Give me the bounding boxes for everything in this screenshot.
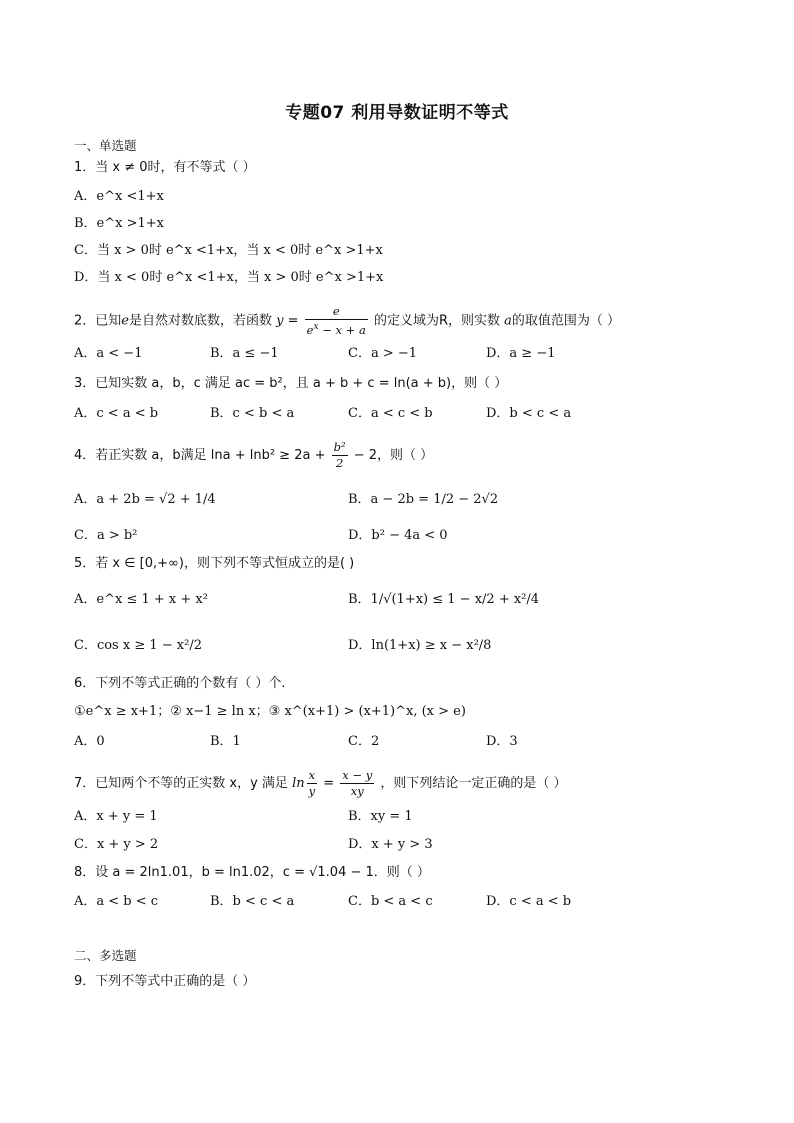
q3-option-d: D．b < c < a (486, 406, 572, 421)
q4-option-c: C．a > b² (74, 528, 138, 543)
q5-option-c: C．cos x ≥ 1 − x²/2 (74, 638, 202, 653)
q2-stem-end: 的取值范围为（ ） (511, 313, 621, 329)
q3-option-b: B．c < b < a (210, 406, 295, 421)
question-7: 7．已知两个不等的正实数 x，y 满足 ln $\frac{x}{y}$ = $\frac{x - y}{xy}$ ，则下列结论一定正确的是（ ） (74, 768, 567, 798)
q2-stem-pre: 2．已知 (74, 313, 122, 329)
q7-stem-post: ，则下列结论一定正确的是（ ） (380, 776, 567, 791)
q4-option-b: B．a − 2b = 1/2 − 2√2 (348, 492, 499, 507)
q4-option-d: D．b² − 4a < 0 (348, 528, 448, 543)
q4-stem-pre: 4．若正实数 a，b满足 lna + lnb² ≥ 2a + (74, 448, 326, 463)
q2-option-a: A．a < −1 (74, 346, 143, 361)
q6-option-a: A．0 (74, 734, 105, 749)
q7-fraction-right: $\frac{x - y}{xy}$ (342, 768, 373, 798)
q6-option-c: C．2 (348, 734, 380, 749)
question-4 (74, 440, 433, 471)
q2-option-b: B．a ≤ −1 (210, 346, 279, 361)
q6-option-b: B．1 (210, 734, 241, 749)
q1-option-d: D．当 x < 0时 e^x <1+x，当 x > 0时 e^x >1+x (74, 270, 384, 285)
q8-option-b: B．b < c < a (210, 894, 295, 909)
question-6: 6．下列不等式正确的个数有（ ）个. (74, 676, 286, 691)
q2-stem-mid: 是自然对数底数，若函数 (128, 313, 272, 329)
q2-stem-post: 的定义域为R，则实数 (373, 313, 500, 329)
q3-option-c: C．a < c < b (348, 406, 433, 421)
question-3: 3．已知实数 a，b，c 满足 ac = b²，且 a + b + c = ln(a + b)，则（ ） (74, 376, 508, 391)
q5-option-b: B．1/√(1+x) ≤ 1 − x/2 + x²/4 (348, 592, 540, 607)
q4-option-a: A．a + 2b = √2 + 1/4 (74, 492, 216, 507)
section-multi-choice: 二、多选题 (74, 948, 137, 963)
q4-stem-post: − 2，则（ ） (353, 448, 434, 463)
q7-fraction-left: $\frac{x}{y}$ (308, 768, 316, 798)
q3-option-a: A．c < a < b (74, 406, 159, 421)
question-1: 1．当 x ≠ 0时，有不等式（ ） (74, 160, 256, 175)
q7-option-a: A．x + y = 1 (74, 809, 158, 824)
q6-option-d: D．3 (486, 734, 518, 749)
q5-option-d: D．ln(1+x) ≥ x − x²/8 (348, 638, 492, 653)
q2-option-d: D．a ≥ −1 (486, 346, 556, 361)
page-title: 专题07 利用导数证明不等式 (285, 103, 509, 123)
question-2: 2．已知e是自然对数底数，若函数 y = $\frac{e}{e^x - x + a}$ 的定义域为R，则实数 a的取值范围为（ ） (74, 304, 621, 337)
q7-option-c: C．x + y > 2 (74, 837, 159, 852)
question-8: 8．设 a = 2ln1.01，b = ln1.02，c = √1.04 − 1．则（ ） (74, 865, 430, 880)
q4-fraction: $\frac{\text{b²}}{2}$ (333, 440, 346, 470)
question-5: 5．若 x ∈ [0,+∞)，则下列不等式恒成立的是( ) (74, 556, 355, 571)
q7-option-b: B．xy = 1 (348, 809, 413, 824)
q8-option-c: C．b < a < c (348, 894, 433, 909)
q1-option-c: C．当 x > 0时 e^x <1+x，当 x < 0时 e^x >1+x (74, 243, 383, 258)
q1-option-a: A．e^x <1+x (74, 189, 164, 204)
q6-statements: ①e^x ≥ x+1；② x−1 ≥ ln x；③ x^(x+1) > (x+1)^x, (x > e) (74, 704, 466, 719)
q8-option-a: A．a < b < c (74, 894, 159, 909)
question-9: 9．下列不等式中正确的是（ ） (74, 974, 256, 989)
section-single-choice: 一、单选题 (74, 138, 137, 153)
q8-option-d: D．c < a < b (486, 894, 572, 909)
q7-option-d: D．x + y > 3 (348, 837, 433, 852)
q2-fraction: $\frac{e}{e^x - x + a}$ (306, 304, 366, 337)
q7-stem-pre: 7．已知两个不等的正实数 x，y 满足 (74, 776, 288, 791)
q2-option-c: C．a > −1 (348, 346, 418, 361)
q5-option-a: A．e^x ≤ 1 + x + x² (74, 592, 208, 607)
q1-option-b: B．e^x >1+x (74, 216, 164, 231)
